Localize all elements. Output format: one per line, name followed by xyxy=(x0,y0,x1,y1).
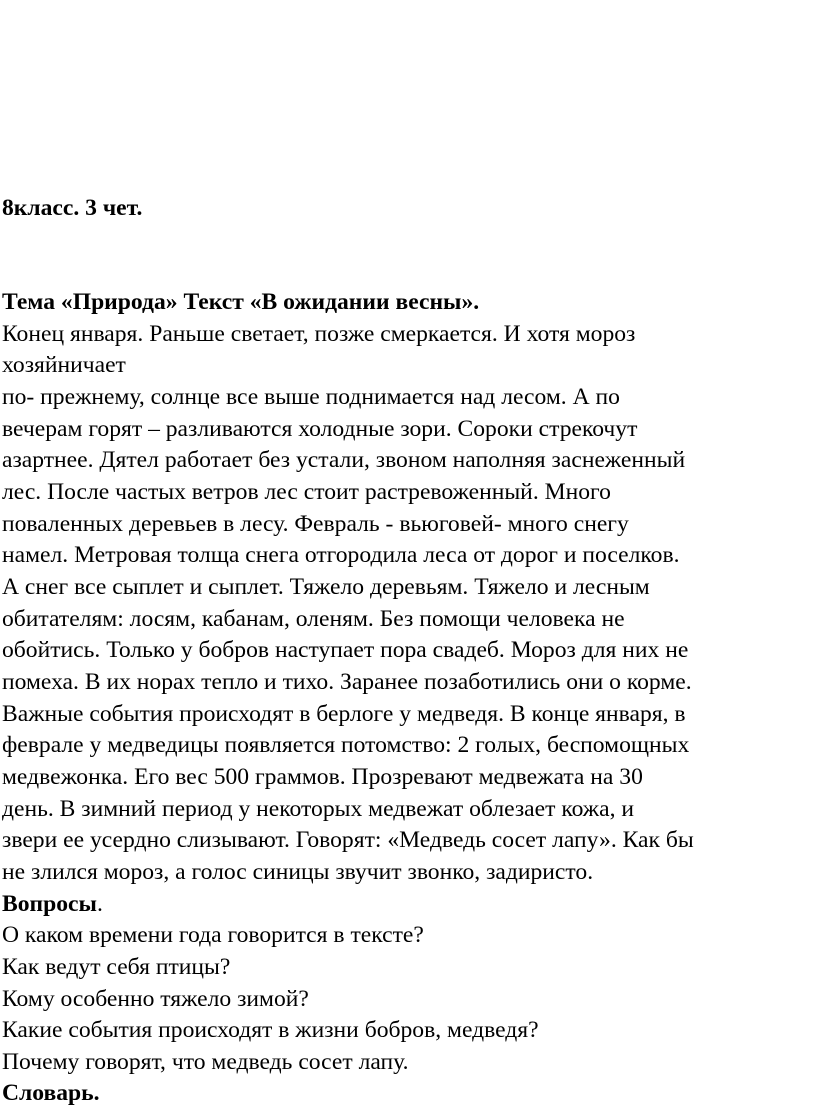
text-line: поваленных деревьев в лесу. Февраль - вьюговей- много снегу xyxy=(2,511,629,537)
vocabulary-heading: Словарь. xyxy=(2,1080,100,1106)
question-item: О каком времени года говорится в тексте? xyxy=(2,922,424,948)
topic-heading: Тема «Природа» Текст «В ожидании весны». xyxy=(2,289,480,315)
text-line: Важные события происходят в берлоге у медведя. В конце января, в xyxy=(2,701,686,727)
text-line: обитателям: лосям, кабанам, оленям. Без помощи человека не xyxy=(2,606,625,632)
questions-heading-punct: . xyxy=(96,891,103,917)
questions-heading: Вопросы xyxy=(2,891,97,917)
question-item: Почему говорят, что медведь сосет лапу. xyxy=(2,1049,409,1075)
text-line: лес. После частых ветров лес стоит растревоженный. Много xyxy=(2,479,611,505)
text-line: феврале у медведицы появляется потомство: 2 голых, беспомощных xyxy=(2,732,690,758)
question-item: Кому особенно тяжело зимой? xyxy=(2,986,309,1012)
text-line: по- прежнему, солнце все выше поднимается над лесом. А по xyxy=(2,384,620,410)
text-line: хозяйничает xyxy=(2,352,126,378)
grade-heading: 8класс. 3 чет. xyxy=(2,195,143,221)
text-line: обойтись. Только у бобров наступает пора свадеб. Мороз для них не xyxy=(2,637,689,663)
text-line: Конец января. Раньше светает, позже смеркается. И хотя мороз xyxy=(2,321,636,347)
text-line: А снег все сыплет и сыплет. Тяжело деревьям. Тяжело и лесным xyxy=(2,574,650,600)
text-line: намел. Метровая толща снега отгородила леса от дорог и поселков. xyxy=(2,542,680,568)
question-item: Как ведут себя птицы? xyxy=(2,954,231,980)
questions-heading-line xyxy=(2,888,103,920)
text-line: медвежонка. Его вес 500 граммов. Прозревают медвежата на 30 xyxy=(2,764,643,790)
text-line: звери ее усердно слизывают. Говорят: «Медведь сосет лапу». Как бы xyxy=(2,827,694,853)
question-item: Какие события происходят в жизни бобров, медведя? xyxy=(2,1017,539,1043)
text-line: день. В зимний период у некоторых медвежат облезает кожа, и xyxy=(2,796,635,822)
text-line: помеха. В их норах тепло и тихо. Заранее позаботились они о корме. xyxy=(2,669,692,695)
text-line: вечерам горят – разливаются холодные зори. Сороки стрекочут xyxy=(2,416,638,442)
text-line: азартнее. Дятел работает без устали, звоном наполняя заснеженный xyxy=(2,447,686,473)
text-line: не злился мороз, а голос синицы звучит звонко, задиристо. xyxy=(2,859,594,885)
